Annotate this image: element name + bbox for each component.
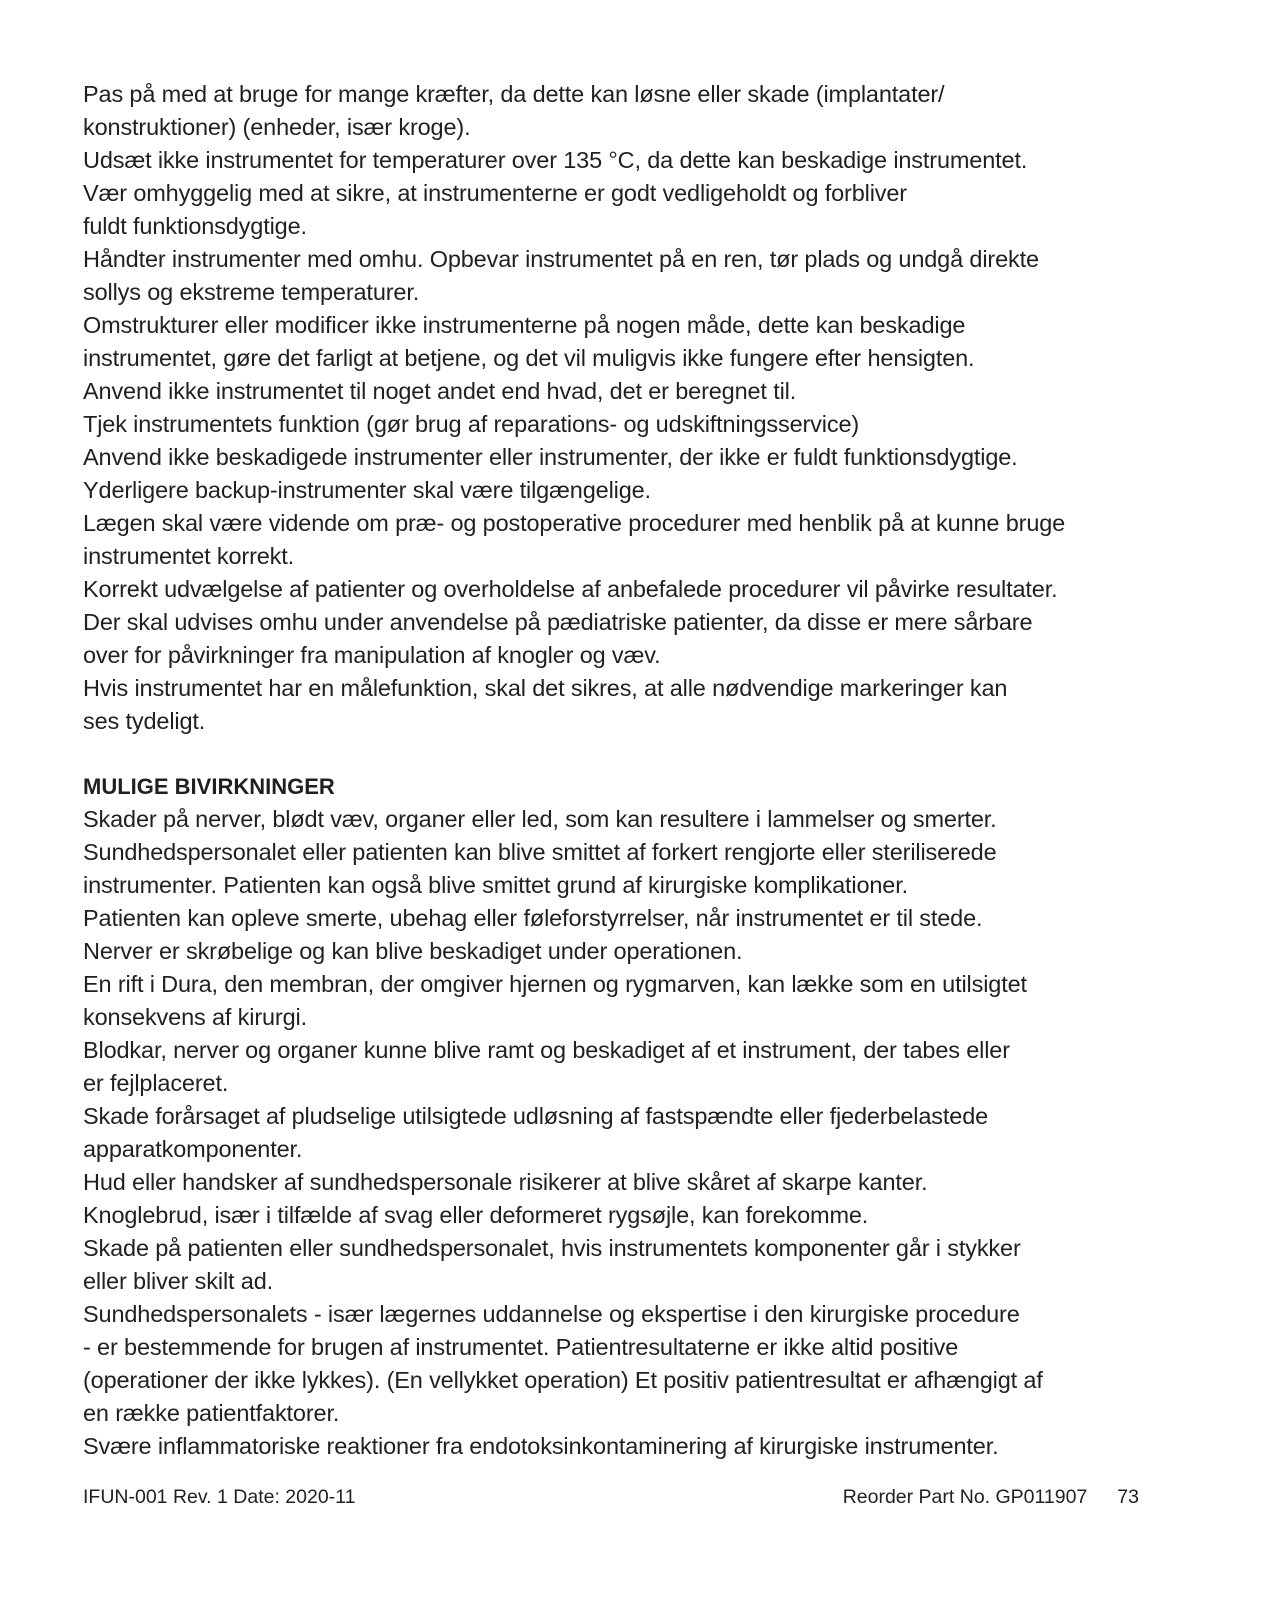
text-line: konstruktioner) (enheder, især kroge). <box>83 114 471 140</box>
text-line: apparatkomponenter. <box>83 1136 303 1162</box>
document-reference: IFUN-001 Rev. 1 Date: 2020-11 <box>83 1486 356 1508</box>
text-line: Håndter instrumenter med omhu. Opbevar instrumentet på en ren, tør plads og undgå direkte <box>83 246 1039 272</box>
text-line: Lægen skal være vidende om præ- og postoperative procedurer med henblik på at kunne bruge <box>83 510 1066 536</box>
text-line: er fejlplaceret. <box>83 1070 229 1096</box>
text-line: Skader på nerver, blødt væv, organer eller led, som kan resultere i lammelser og smerter. <box>83 806 997 832</box>
text-line: Blodkar, nerver og organer kunne blive ramt og beskadiget af et instrument, der tabes eller <box>83 1037 1010 1063</box>
text-line: sollys og ekstreme temperaturer. <box>83 279 420 305</box>
text-line: Sundhedspersonalet eller patienten kan blive smittet af forkert rengjorte eller steriliserede <box>83 839 997 865</box>
page-body <box>83 78 1183 1463</box>
text-line: eller bliver skilt ad. <box>83 1268 273 1294</box>
text-line: Pas på med at bruge for mange kræfter, da dette kan løsne eller skade (implantater/ <box>83 81 945 107</box>
text-line: Der skal udvises omhu under anvendelse på pædiatriske patienter, da disse er mere sårbare <box>83 609 1033 635</box>
page-footer <box>83 1483 1139 1511</box>
section-spacer <box>83 738 1183 770</box>
text-line: Skade forårsaget af pludselige utilsigtede udløsning af fastspændte eller fjederbelastede <box>83 1103 989 1129</box>
page-number: 73 <box>1117 1486 1139 1508</box>
text-line: Yderligere backup-instrumenter skal være tilgængelige. <box>83 477 651 503</box>
text-line: Tjek instrumentets funktion (gør brug af reparations- og udskiftningsservice) <box>83 411 860 437</box>
text-line: ses tydeligt. <box>83 708 206 734</box>
text-line: Sundhedspersonalets - især lægernes uddannelse og ekspertise i den kirurgiske procedure <box>83 1301 1020 1327</box>
text-line: Nerver er skrøbelige og kan blive beskadiget under operationen. <box>83 938 743 964</box>
text-line: Hud eller handsker af sundhedspersonale risikerer at blive skåret af skarpe kanter. <box>83 1169 928 1195</box>
side-effects-section <box>83 770 1183 1463</box>
reorder-part-number: Reorder Part No. GP011907 <box>842 1486 1088 1508</box>
text-line: Knoglebrud, især i tilfælde af svag eller deformeret rygsøjle, kan forekomme. <box>83 1202 869 1228</box>
text-line: Omstrukturer eller modificer ikke instrumenterne på nogen måde, dette kan beskadige <box>83 312 966 338</box>
text-line: En rift i Dura, den membran, der omgiver hjernen og rygmarven, kan lække som en utilsigtet <box>83 971 1027 997</box>
text-line: konsekvens af kirurgi. <box>83 1004 307 1030</box>
precautions-section <box>83 78 1183 738</box>
text-line: Udsæt ikke instrumentet for temperaturer over 135 °C, da dette kan beskadige instrumentet. <box>83 147 1028 173</box>
text-line: instrumentet korrekt. <box>83 543 295 569</box>
text-line: (operationer der ikke lykkes). (En vellykket operation) Et positiv patientresultat er afhængigt af <box>83 1367 1043 1393</box>
text-line: Korrekt udvælgelse af patienter og overholdelse af anbefalede procedurer vil påvirke resultater. <box>83 576 1058 602</box>
text-line: Anvend ikke instrumentet til noget andet end hvad, det er beregnet til. <box>83 378 797 404</box>
text-line: en række patientfaktorer. <box>83 1400 340 1426</box>
text-line: Skade på patienten eller sundhedspersonalet, hvis instrumentets komponenter går i stykker <box>83 1235 1021 1261</box>
footer-right-group <box>843 1483 1139 1511</box>
text-line: Anvend ikke beskadigede instrumenter eller instrumenter, der ikke er fuldt funktionsdygtige. <box>83 444 1018 470</box>
text-line: Patienten kan opleve smerte, ubehag eller føleforstyrrelser, når instrumentet er til stede. <box>83 905 983 931</box>
text-line: instrumenter. Patienten kan også blive smittet grund af kirurgiske komplikationer. <box>83 872 908 898</box>
text-line: Svære inflammatoriske reaktioner fra endotoksinkontaminering af kirurgiske instrumenter. <box>83 1433 999 1459</box>
text-line: over for påvirkninger fra manipulation af knogler og væv. <box>83 642 661 668</box>
text-line: fuldt funktionsdygtige. <box>83 213 307 239</box>
text-line: instrumentet, gøre det farligt at betjene, og det vil muligvis ikke fungere efter hensigten. <box>83 345 975 371</box>
text-line: Vær omhyggelig med at sikre, at instrumenterne er godt vedligeholdt og forbliver <box>83 180 907 206</box>
text-line: Hvis instrumentet har en målefunktion, skal det sikres, at alle nødvendige markeringer kan <box>83 675 1008 701</box>
text-line: - er bestemmende for brugen af instrumentet. Patientresultaterne er ikke altid positive <box>83 1334 959 1360</box>
section-heading: MULIGE BIVIRKNINGER <box>83 774 335 799</box>
